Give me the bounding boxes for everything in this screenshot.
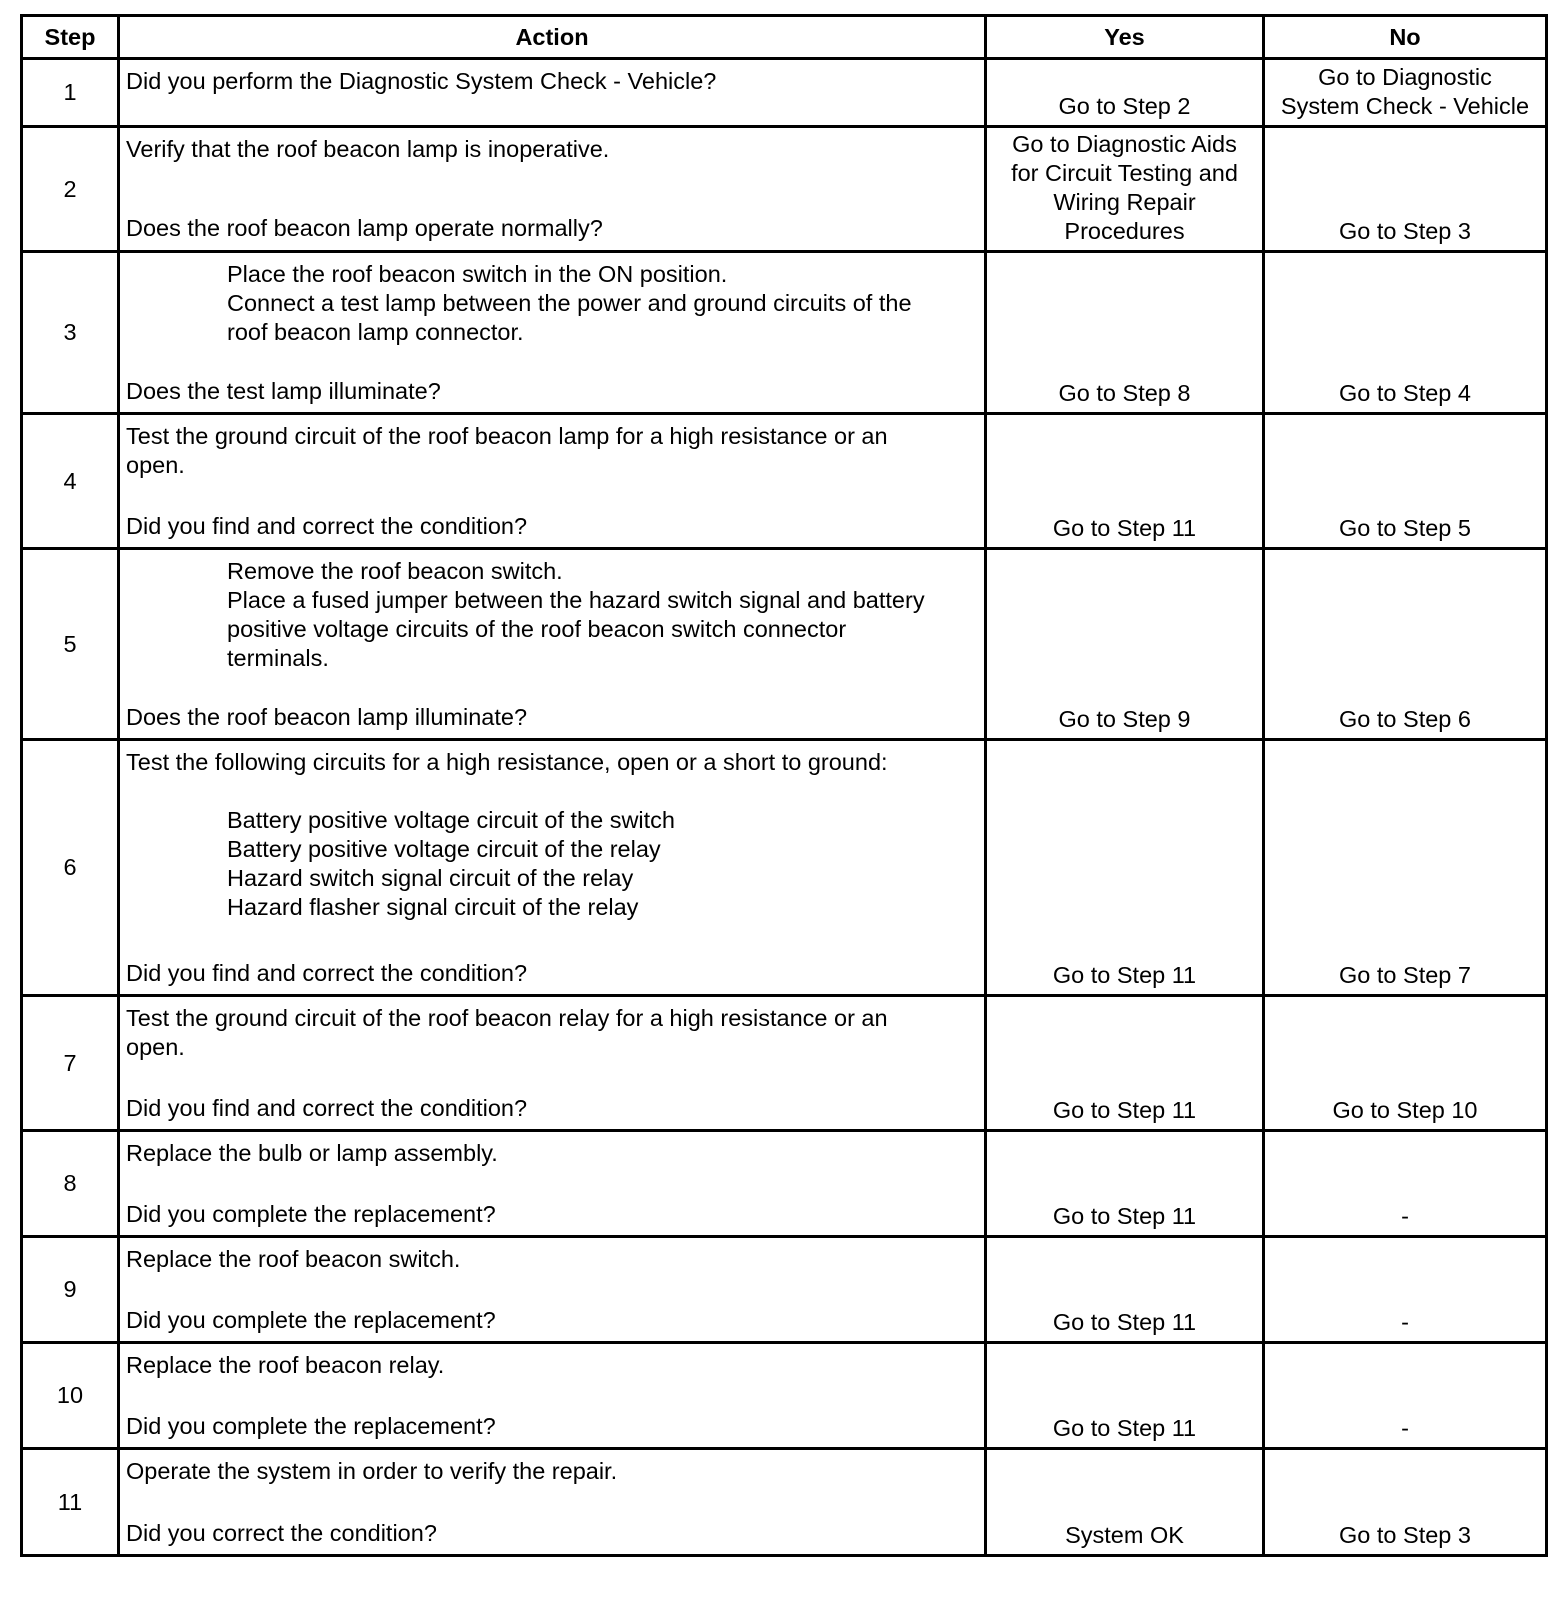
action-cell — [119, 1131, 986, 1237]
action-instructions — [126, 1004, 978, 1062]
action-question: Did you find and correct the condition? — [126, 960, 528, 986]
action-instructions — [126, 260, 978, 347]
action-content — [126, 1351, 978, 1441]
table-row — [22, 414, 1547, 549]
no-line: Go to Step 5 — [1339, 515, 1471, 541]
table-row — [22, 740, 1547, 996]
no-line: - — [1401, 1415, 1409, 1441]
action-line: Did you perform the Diagnostic System Check - Vehicle? — [126, 68, 717, 94]
action-indented-line: roof beacon lamp connector. — [227, 319, 524, 345]
action-content — [126, 67, 978, 119]
no-cell — [1264, 1237, 1547, 1343]
action-indented-line: Hazard switch signal circuit of the relay — [227, 865, 634, 891]
action-instructions — [126, 748, 978, 922]
no-cell — [1264, 740, 1547, 996]
no-cell — [1264, 1343, 1547, 1449]
action-content — [126, 422, 978, 541]
action-line: Test the following circuits for a high resistance, open or a short to ground: — [126, 749, 888, 775]
no-line: System Check - Vehicle — [1280, 93, 1530, 119]
no-line: Go to Diagnostic — [1318, 64, 1492, 90]
yes-cell — [986, 1343, 1264, 1449]
step-number: 6 — [22, 740, 119, 996]
action-content — [126, 1139, 978, 1229]
action-instructions — [126, 422, 978, 480]
action-indented-line: positive voltage circuits of the roof beacon switch connector — [227, 616, 847, 642]
action-question: Did you complete the replacement? — [126, 1413, 496, 1439]
yes-line: Go to Step 11 — [1052, 1415, 1197, 1441]
no-line: - — [1401, 1203, 1409, 1229]
action-question: Did you correct the condition? — [126, 1520, 437, 1546]
action-cell — [119, 996, 986, 1131]
yes-line: Go to Step 11 — [1052, 1097, 1197, 1123]
yes-line: Go to Step 8 — [1058, 380, 1191, 406]
no-cell — [1264, 414, 1547, 549]
yes-cell — [986, 59, 1264, 127]
action-instructions — [126, 557, 978, 673]
no-cell — [1264, 252, 1547, 414]
action-line: Replace the roof beacon relay. — [126, 1352, 445, 1378]
yes-cell — [986, 996, 1264, 1131]
table-row — [22, 549, 1547, 740]
yes-cell — [986, 414, 1264, 549]
action-instructions — [126, 67, 978, 96]
yes-line: Go to Step 11 — [1052, 1203, 1197, 1229]
yes-cell — [986, 740, 1264, 996]
table-row — [22, 1343, 1547, 1449]
action-indented-line: Battery positive voltage circuit of the switch — [227, 807, 676, 833]
step-number: 11 — [22, 1449, 119, 1556]
action-cell — [119, 1343, 986, 1449]
step-number: 4 — [22, 414, 119, 549]
step-number: 9 — [22, 1237, 119, 1343]
no-cell — [1264, 1449, 1547, 1556]
no-line: Go to Step 10 — [1332, 1097, 1478, 1123]
action-content — [126, 135, 978, 243]
action-line: Operate the system in order to verify the repair. — [126, 1458, 618, 1484]
action-instructions — [126, 1139, 978, 1168]
action-instructions — [126, 135, 978, 164]
action-cell — [119, 59, 986, 127]
action-line: open. — [126, 452, 185, 478]
step-number: 10 — [22, 1343, 119, 1449]
action-cell — [119, 549, 986, 740]
action-content — [126, 1004, 978, 1123]
header-yes: Yes — [986, 16, 1264, 59]
no-cell — [1264, 549, 1547, 740]
diagnostic-table — [20, 14, 1548, 1557]
action-content — [126, 260, 978, 406]
action-cell — [119, 1449, 986, 1556]
header-step: Step — [22, 16, 119, 59]
step-number: 7 — [22, 996, 119, 1131]
table-row — [22, 996, 1547, 1131]
action-cell — [119, 127, 986, 252]
action-question: Did you complete the replacement? — [126, 1201, 496, 1227]
yes-line: Go to Step 11 — [1052, 962, 1197, 988]
action-question: Does the roof beacon lamp illuminate? — [126, 704, 528, 730]
yes-line: Go to Diagnostic Aids — [1012, 131, 1237, 157]
no-cell — [1264, 996, 1547, 1131]
yes-line: Go to Step 11 — [1052, 1309, 1197, 1335]
action-content — [126, 1457, 978, 1548]
header-row — [22, 16, 1547, 59]
no-line: - — [1401, 1309, 1409, 1335]
action-line: open. — [126, 1034, 185, 1060]
table-row — [22, 1237, 1547, 1343]
yes-line: System OK — [1065, 1522, 1184, 1548]
step-number: 5 — [22, 549, 119, 740]
header-no: No — [1264, 16, 1547, 59]
table-row — [22, 252, 1547, 414]
action-line: Replace the bulb or lamp assembly. — [126, 1140, 498, 1166]
yes-line: Go to Step 9 — [1058, 706, 1191, 732]
step-number: 1 — [22, 59, 119, 127]
table-row — [22, 1449, 1547, 1556]
yes-line: for Circuit Testing and — [1011, 160, 1238, 186]
no-line: Go to Step 7 — [1339, 962, 1471, 988]
table-row — [22, 59, 1547, 127]
step-number: 8 — [22, 1131, 119, 1237]
yes-cell — [986, 1237, 1264, 1343]
yes-cell — [986, 127, 1264, 252]
action-line: Test the ground circuit of the roof beacon lamp for a high resistance or an — [126, 423, 888, 449]
no-cell — [1264, 1131, 1547, 1237]
yes-line: Go to Step 11 — [1052, 515, 1197, 541]
step-number: 3 — [22, 252, 119, 414]
yes-line: Procedures — [1064, 218, 1185, 244]
action-content — [126, 1245, 978, 1335]
table-row — [22, 127, 1547, 252]
action-indented-line: Remove the roof beacon switch. — [227, 558, 563, 584]
yes-line: Wiring Repair — [1053, 189, 1196, 215]
action-question: Does the roof beacon lamp operate normally? — [126, 215, 603, 241]
no-line: Go to Step 6 — [1339, 706, 1471, 732]
action-line: Verify that the roof beacon lamp is inoperative. — [126, 136, 610, 162]
action-line: Test the ground circuit of the roof beacon relay for a high resistance or an — [126, 1005, 888, 1031]
action-cell — [119, 252, 986, 414]
action-indented-line: Place the roof beacon switch in the ON position. — [227, 261, 728, 287]
action-indented-line: Connect a test lamp between the power and ground circuits of the — [227, 290, 912, 316]
no-cell — [1264, 127, 1547, 252]
no-line: Go to Step 4 — [1339, 380, 1471, 406]
action-instructions — [126, 1245, 978, 1274]
action-spacer — [126, 777, 978, 806]
yes-cell — [986, 1449, 1264, 1556]
table-row — [22, 1131, 1547, 1237]
yes-cell — [986, 252, 1264, 414]
action-cell — [119, 1237, 986, 1343]
action-indented-line: Place a fused jumper between the hazard switch signal and battery — [227, 587, 925, 613]
action-question: Did you complete the replacement? — [126, 1307, 496, 1333]
action-cell — [119, 414, 986, 549]
action-instructions — [126, 1457, 978, 1486]
action-content — [126, 748, 978, 988]
action-indented-line: Battery positive voltage circuit of the relay — [227, 836, 661, 862]
yes-cell — [986, 1131, 1264, 1237]
yes-line: Go to Step 2 — [1058, 93, 1191, 119]
action-cell — [119, 740, 986, 996]
action-question: Does the test lamp illuminate? — [126, 378, 441, 404]
action-question: Did you find and correct the condition? — [126, 513, 528, 539]
no-line: Go to Step 3 — [1339, 1522, 1471, 1548]
header-action: Action — [119, 16, 986, 59]
action-content — [126, 557, 978, 732]
action-question: Did you find and correct the condition? — [126, 1095, 528, 1121]
action-line: Replace the roof beacon switch. — [126, 1246, 461, 1272]
no-cell — [1264, 59, 1547, 127]
action-indented-line: Hazard flasher signal circuit of the relay — [227, 894, 639, 920]
no-line: Go to Step 3 — [1339, 218, 1471, 244]
action-indented-line: terminals. — [227, 645, 329, 671]
action-instructions — [126, 1351, 978, 1380]
step-number: 2 — [22, 127, 119, 252]
yes-cell — [986, 549, 1264, 740]
